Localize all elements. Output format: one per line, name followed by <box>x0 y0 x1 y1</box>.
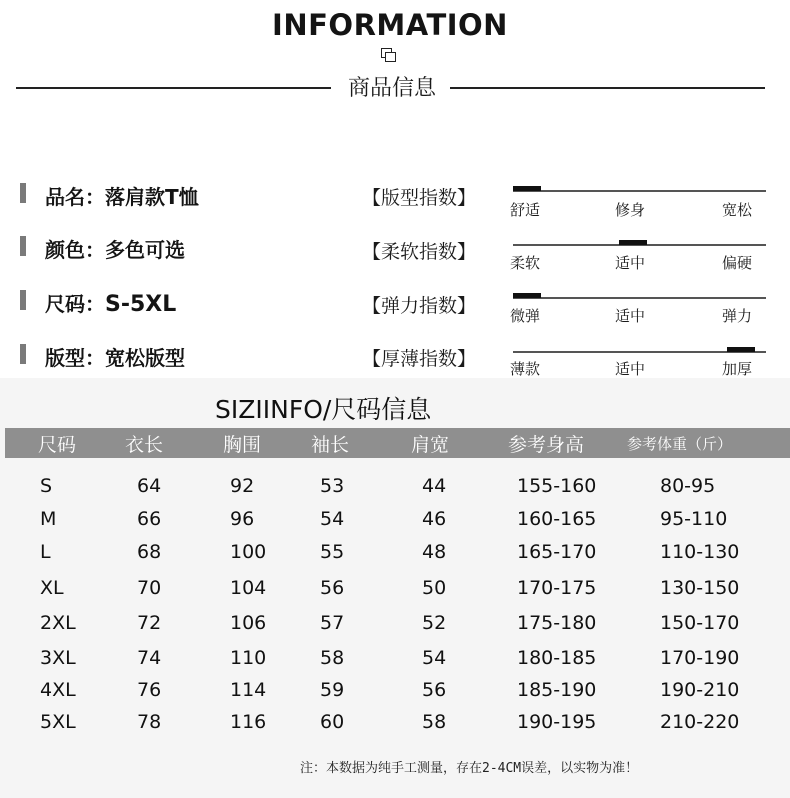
spec-bullet <box>20 183 26 203</box>
index-label-elasticity: 【弹力指数】 <box>362 295 477 317</box>
size-label: M <box>40 508 57 530</box>
size-label: 4XL <box>40 679 76 701</box>
column-header: 参考身高 <box>508 434 585 456</box>
spec-key: 版型： <box>45 346 105 370</box>
index-scale-fit <box>513 190 766 192</box>
table-cell: 110 <box>230 647 267 669</box>
index-option: 柔软 <box>510 254 541 272</box>
size-label: L <box>40 541 51 563</box>
table-cell: 58 <box>422 711 447 733</box>
table-cell: 46 <box>422 508 447 530</box>
table-cell: 180-185 <box>517 647 597 669</box>
column-header: 胸围 <box>223 434 262 456</box>
index-marker-elasticity <box>513 293 541 298</box>
subtitle-divider-left <box>16 87 331 89</box>
table-cell: 114 <box>230 679 267 701</box>
column-header: 参考体重（斤） <box>627 435 733 453</box>
index-option: 加厚 <box>722 360 753 378</box>
index-option: 适中 <box>615 307 646 325</box>
index-option: 适中 <box>615 254 646 272</box>
table-cell: 72 <box>137 612 162 634</box>
information-title: INFORMATION <box>272 8 508 42</box>
table-cell: 59 <box>320 679 345 701</box>
table-cell: 95-110 <box>660 508 728 530</box>
spec-bullet <box>20 344 26 364</box>
table-cell: 210-220 <box>660 711 740 733</box>
table-cell: 54 <box>320 508 345 530</box>
table-cell: 48 <box>422 541 447 563</box>
table-cell: 70 <box>137 577 162 599</box>
index-option: 弹力 <box>722 307 753 325</box>
table-cell: 175-180 <box>517 612 597 634</box>
table-cell: 60 <box>320 711 345 733</box>
spec-value: S-5XL <box>105 292 177 317</box>
index-option: 舒适 <box>510 201 541 219</box>
table-cell: 68 <box>137 541 162 563</box>
table-cell: 155-160 <box>517 475 597 497</box>
table-cell: 116 <box>230 711 267 733</box>
column-header: 袖长 <box>311 434 350 456</box>
table-cell: 190-195 <box>517 711 597 733</box>
table-cell: 104 <box>230 577 267 599</box>
table-cell: 165-170 <box>517 541 597 563</box>
index-marker-thickness <box>727 347 755 352</box>
index-option: 偏硬 <box>722 254 753 272</box>
spec-key: 颜色： <box>45 238 105 262</box>
index-label-fit: 【版型指数】 <box>362 187 477 209</box>
table-cell: 110-130 <box>660 541 740 563</box>
table-cell: 50 <box>422 577 447 599</box>
table-cell: 100 <box>230 541 267 563</box>
table-cell: 64 <box>137 475 162 497</box>
size-label: 2XL <box>40 612 76 634</box>
index-option: 微弹 <box>510 307 541 325</box>
spec-bullet <box>20 290 26 310</box>
table-cell: 96 <box>230 508 255 530</box>
size-table-title: SIZIINFO/尺码信息 <box>215 395 432 424</box>
table-cell: 190-210 <box>660 679 740 701</box>
spec-value: 宽松版型 <box>105 346 185 370</box>
subtitle: 商品信息 <box>347 76 436 101</box>
table-cell: 54 <box>422 647 447 669</box>
table-cell: 185-190 <box>517 679 597 701</box>
index-scale-elasticity <box>513 297 766 299</box>
table-cell: 56 <box>422 679 447 701</box>
size-label: 5XL <box>40 711 76 733</box>
table-cell: 92 <box>230 475 255 497</box>
table-cell: 66 <box>137 508 162 530</box>
table-cell: 56 <box>320 577 345 599</box>
table-cell: 76 <box>137 679 162 701</box>
index-option: 修身 <box>615 201 646 219</box>
spec-bullet <box>20 236 26 256</box>
measurement-note: 注：本数据为纯手工测量，存在2-4CM误差，以实物为准！ <box>300 761 639 776</box>
index-marker-softness <box>619 240 647 245</box>
table-cell: 78 <box>137 711 162 733</box>
size-label: S <box>40 475 53 497</box>
index-option: 适中 <box>615 360 646 378</box>
spec-key: 尺码： <box>45 292 105 316</box>
spec-value: 多色可选 <box>105 238 185 262</box>
size-label: XL <box>40 577 64 599</box>
copy-icon <box>381 48 397 62</box>
subtitle-divider-right <box>450 87 765 89</box>
table-cell: 106 <box>230 612 267 634</box>
table-cell: 80-95 <box>660 475 716 497</box>
table-cell: 74 <box>137 647 162 669</box>
index-option: 薄款 <box>510 360 541 378</box>
table-cell: 53 <box>320 475 345 497</box>
spec-key: 品名： <box>45 185 105 209</box>
table-cell: 170-190 <box>660 647 740 669</box>
table-cell: 44 <box>422 475 447 497</box>
table-cell: 58 <box>320 647 345 669</box>
column-header: 衣长 <box>125 434 164 456</box>
index-label-softness: 【柔软指数】 <box>362 241 477 263</box>
table-cell: 52 <box>422 612 447 634</box>
column-header: 肩宽 <box>411 434 450 456</box>
spec-value: 落肩款T恤 <box>105 185 199 209</box>
column-header: 尺码 <box>38 434 77 456</box>
table-cell: 130-150 <box>660 577 740 599</box>
table-cell: 160-165 <box>517 508 597 530</box>
size-label: 3XL <box>40 647 76 669</box>
index-option: 宽松 <box>722 201 753 219</box>
size-table-header <box>5 428 790 458</box>
table-cell: 150-170 <box>660 612 740 634</box>
table-cell: 55 <box>320 541 345 563</box>
table-cell: 57 <box>320 612 345 634</box>
table-cell: 170-175 <box>517 577 597 599</box>
index-marker-fit <box>513 186 541 191</box>
index-label-thickness: 【厚薄指数】 <box>362 348 477 370</box>
